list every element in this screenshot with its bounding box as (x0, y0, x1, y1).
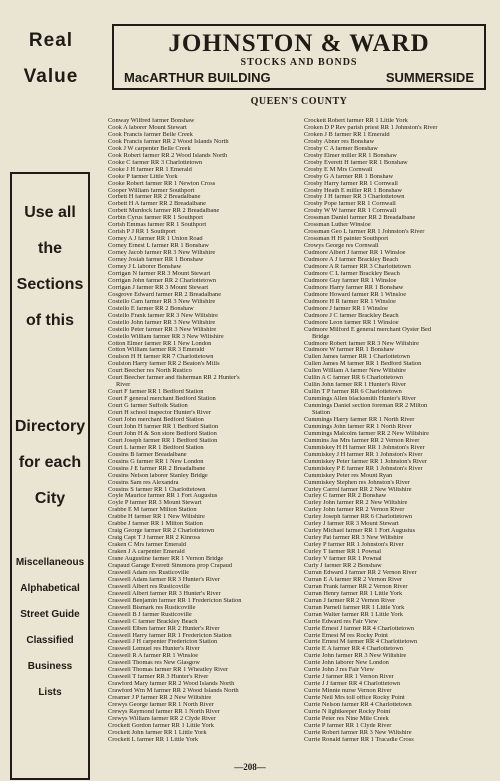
listing-entry: Crosby J H farmer RR 3 Charlottetown (304, 194, 405, 201)
banner-city: SUMMERSIDE (385, 70, 474, 85)
listing-entry: Corney A J farmer RR 1 Union Road (108, 236, 203, 243)
listing-entry: Crossman Luther Winsloe (304, 222, 371, 229)
listing-entry: Cook A laborer Mount Stewart (108, 124, 187, 131)
listing-entry: Crockett Robert farmer RR 1 Little York (304, 118, 408, 124)
listing-entry: Craswell J H carpenter Fredericton Station (108, 639, 218, 646)
listing-entry: Cummings John farmer RR 1 North River (304, 423, 412, 430)
sidebar-line: Directory (14, 418, 86, 435)
listing-entry: Corrigan J farmer RR 3 Mount Stewart (108, 284, 209, 291)
listing-entry: Curley John farmer RR 2 Vernon River (304, 507, 405, 514)
listing-entry: Cummiskey P E farmer RR 1 Johnston's River (304, 465, 423, 472)
listing-entry: Crabbe H farmer RR 1 New Wiltshire (108, 514, 205, 521)
listing-entry: Cudmore Guy farmer RR 1 Winsloe (304, 277, 397, 284)
listing-entry: Craswell Thomas res New Glasgow (108, 660, 200, 667)
listing-entry: Craswell R A farmer RR 1 Winsloe (108, 653, 199, 660)
sidebar-line: Sections (16, 276, 84, 293)
listing-entry: Croken J B farmer RR 1 Emerald (304, 131, 390, 138)
listing-entry: Cudmore C L farmer Brackley Beach (304, 270, 400, 277)
listing-entry: Currie Minnie nurse Vernon River (304, 688, 392, 695)
listing-entry: Cudmore Albert J farmer RR 1 Winsloe (304, 250, 406, 257)
listing-entry: Crosby Elmer miller RR 1 Bonshaw (304, 152, 397, 159)
listing-entry: Craig Capt T J farmer RR 2 Kinross (108, 535, 201, 542)
listing-entry: Curran E A farmer RR 2 Vernon River (304, 576, 403, 583)
listing-entry: Corney Ernest L farmer RR 1 Bonshaw (108, 243, 209, 250)
directory-column-left (108, 118, 296, 758)
listing-entry: Corbett H A farmer RR 2 Breadalbane (108, 201, 206, 208)
listing-entry: Cosgrove Edward farmer RR 2 Breadalbane (108, 291, 222, 298)
listing-entry: Court H school inspector Hunter's River (108, 410, 211, 417)
listing-entry: Curran Henry farmer RR 1 Little York (304, 590, 403, 597)
sidebar-section: Classified (26, 635, 74, 646)
listing-entry: Curley V farmer RR 1 Pownal (304, 556, 382, 563)
listing-entry: Crewys Raymond farmer RR 1 North River (108, 709, 220, 716)
listing-entry: Currie P farmer RR 1 Clyde River (304, 722, 392, 729)
listing-entry: Craswell Albert farmer RR 3 Hunter's River (108, 590, 221, 597)
listing-entry: Curley C farmer RR 2 Bonshaw (304, 493, 387, 500)
listing-entry: Currie John J res Fair View (304, 667, 374, 674)
listing-entry: Court F general merchant Bedford Station (108, 396, 216, 403)
listing-entry: Currie Ernest M res Rocky Point (304, 632, 388, 639)
listing-entry: Cotton Elmer farmer RR 1 New London (108, 340, 212, 347)
listing-entry: Crosby C A farmer Bonshaw (304, 145, 378, 152)
listing-entry: Crossman H H painter Southport (304, 236, 389, 243)
listing-entry: Court Joseph farmer RR 1 Bedford Station (108, 437, 218, 444)
banner-address-row (114, 70, 484, 86)
listing-entry: Corney Josiah farmer RR 1 Bonshaw (108, 257, 204, 264)
listing-entry: Cullin A C farmer RR 6 Charlottetown (304, 375, 404, 382)
listing-entry: Crockett Gordon farmer RR 1 Little York (108, 722, 214, 729)
listing-entry: Creamer J P farmer RR 2 New Wiltshire (108, 695, 212, 702)
listing-entry: Craswell Thomas farmer RR 1 Wheatley River (108, 667, 229, 674)
listing-entry: Currie Nelson farmer RR 4 Charlottetown (304, 702, 412, 709)
sidebar-section: Street Guide (20, 609, 80, 620)
listing-entry: Cudmore J farmer RR 1 Winsloe (304, 305, 388, 312)
sidebar-line: for each (18, 454, 82, 471)
listing-entry: Cousins B farmer Breadalbane (108, 451, 187, 458)
listing-entry: Crewys George farmer RR 1 North River (108, 702, 214, 709)
advertisement-banner (112, 24, 486, 90)
listing-entry: Cook J W carpenter Belle Creek (108, 145, 191, 152)
listing-entry: Cullen James M farmer RR 1 Bedford Station (304, 361, 422, 368)
listing-entry: Currie Ernest J farmer RR 4 Charlottetown (304, 625, 415, 632)
listing-entry: Curley Pat farmer RR 3 New Wiltshire (304, 535, 404, 542)
sidebar-section: Lists (38, 687, 62, 698)
listing-entry: Currie Edward res Fair View (304, 618, 378, 625)
listing-entry: Coulston Harry farmer RR 2 Beaton's Mills (108, 361, 220, 368)
listing-entry: Curran Frank farmer RR 2 Vernon River (304, 583, 408, 590)
listing-entry: Cullen William A farmer New Wiltshire (304, 368, 407, 375)
listing-entry: Currie Ronald farmer RR 1 Tracadie Cross (304, 736, 414, 743)
listing-entry: Currie J farmer RR 1 Vernon River (304, 674, 394, 681)
listing-entry: Currie J J farmer RR 4 Charlottetown (304, 681, 401, 688)
listing-entry: Cummiskey Stephen res Johnston's River (304, 479, 410, 486)
sidebar-line: Value (23, 66, 79, 87)
listing-entry: Cummings Malcolm farmer RR 2 New Wiltshire (304, 430, 429, 437)
listing-entry: Craswell Adam res Rusticoville (108, 569, 190, 576)
listing-entry: Corbett Murdock farmer RR 2 Breadalbane (108, 208, 220, 215)
listing-entry: Corney Jacob farmer RR 3 New Wiltshire (108, 250, 216, 257)
listing-entry: Croken D P Rev parish priest RR 1 Johnston's River (304, 124, 438, 131)
listing-entry: Craswell Elben farmer RR 2 Hunter's River (108, 625, 220, 632)
county-heading: QUEEN'S COUNTY (250, 96, 348, 107)
listing-entry: Crawford Mary farmer RR 2 Wood Islands North (108, 681, 235, 688)
directory-columns (108, 118, 492, 758)
sidebar-line: the (38, 240, 62, 257)
listing-entry: Cook Robert farmer RR 2 Wood Islands North (108, 152, 228, 159)
listing-entry: Craswell T farmer RR 3 Hunter's River (108, 674, 209, 681)
sidebar-frame (10, 172, 90, 780)
listing-entry: Cudmore Milford E general merchant Oyster Bed (304, 326, 432, 333)
listing-entry: Curley P farmer RR 1 Johnston's River (304, 542, 404, 549)
listing-entry: Costello Peter farmer RR 3 New Wiltshire (108, 326, 217, 333)
listing-entry: Cullin John farmer RR 1 Hunter's River (304, 382, 406, 389)
listing-entry: Cousins S farmer RR 1 Charlottetown (108, 486, 206, 493)
listing-entry: Cudmore W farmer RR 1 Bonshaw (304, 347, 395, 354)
listing-entry: Cudmore Howard farmer RR 1 Winsloe (304, 291, 407, 298)
listing-entry: Currie John farmer RR 3 New Wiltshire (304, 653, 407, 660)
listing-entry: Currie Peter res Nine Mile Creek (304, 715, 389, 722)
listing-entry: Curly J farmer RR 2 Bonshaw (304, 563, 382, 569)
listing-entry: Craswell Albert res Rusticoville (108, 583, 190, 590)
banner-building: MacARTHUR BUILDING (124, 70, 271, 85)
listing-entry: Cullin T P farmer RR 6 Charlottetown (304, 389, 402, 396)
listing-entry: Currie E A farmer RR 4 Charlottetown (304, 646, 404, 653)
listing-entry: Cudmore H R farmer RR 1 Winsloe (304, 298, 396, 305)
listing-entry: Crosby Abner res Bonshaw (304, 138, 375, 145)
listing-entry: Corney J L laborer Bonshaw (108, 264, 182, 271)
listing-entry: Cudmore Leon farmer RR 1 Winsloe (304, 319, 399, 326)
banner-title: JOHNSTON & WARD (168, 30, 430, 57)
listing-entry: Currie John laborer New London (304, 660, 389, 667)
listing-entry: Cousins J E farmer RR 2 Breadalbane (108, 465, 206, 472)
listing-entry: Currie Neil Mrs toll office Rocky Point (304, 695, 405, 702)
listing-entry: Cudmore Robert farmer RR 3 New Wiltshire (304, 340, 419, 347)
listing-entry: Cummiskey Peter res Mount Ryan (304, 472, 393, 479)
listing-entry: Craswell Harry farmer RR 1 Fredericton Station (108, 632, 232, 639)
listing-entry: Costello Cam farmer RR 3 New Wiltshire (108, 298, 216, 305)
sidebar-line: Use all (24, 204, 76, 221)
listing-entry: Cotton William farmer RR 3 Emerald (108, 347, 205, 354)
listing-entry: Corrigan John farmer RR 2 Charlottetown (108, 277, 217, 284)
listing-entry: Crossman Daniel farmer RR 2 Breadalbane (304, 215, 416, 222)
listing-entry: Craswell C farmer Brackley Beach (108, 618, 198, 625)
listing-entry: Currie Robert farmer RR 3 New Wiltshire (304, 729, 412, 736)
listing-entry: Court Beecher res North Rustico (108, 368, 192, 375)
sidebar-section: Miscellaneous (15, 557, 85, 568)
listing-entry: Cousins Nelson laborer Stanley Bridge (108, 472, 208, 479)
listing-entry: Crosby E M Mrs Cornwall (304, 166, 373, 173)
listing-continuation: River (116, 382, 131, 389)
listing-entry: Curran Walter farmer RR 1 Little York (304, 611, 403, 618)
listing-entry: Cummiskey J H farmer RR 1 Johnston's River (304, 451, 423, 458)
listing-entry: Cooke J H farmer RR 1 Emerald (108, 166, 192, 173)
listing-entry: Cummiskey Peter farmer RR 1 Johnston's River (304, 458, 427, 465)
listing-entry: Curley Joseph farmer RR 6 Charlottetown (304, 514, 413, 521)
listing-entry: Corrigan N farmer RR 3 Mount Stewart (108, 270, 211, 277)
listing-entry: Currie N lightkeeper Rocky Point (304, 709, 391, 716)
listing-entry: Craswell Bismark res Rusticoville (108, 604, 196, 611)
listing-entry: Crosby Everett H farmer RR 1 Bonshaw (304, 159, 408, 166)
listing-entry: Crosby Heath E miller RR 1 Bonshaw (304, 187, 402, 194)
listing-entry: Craig George farmer RR 2 Charlottetown (108, 528, 215, 535)
listing-entry: Curran J farmer RR 2 Vernon River (304, 597, 396, 604)
listing-continuation: Station (312, 410, 331, 417)
listing-entry: Coyle Maurice farmer RR 1 Fort Augustus (108, 493, 218, 500)
listing-entry: Cousins G farmer RR 1 New London (108, 458, 204, 465)
listing-continuation: Bridge (312, 333, 330, 340)
listing-entry: Cummings Allen blacksmith Hunter's River (304, 396, 416, 403)
listing-entry: Cousins Sam res Alexandra (108, 479, 179, 486)
sidebar-section: Alphabetical (20, 583, 80, 594)
listing-entry: Costello John farmer RR 3 New Wiltshire (108, 319, 216, 326)
listing-entry: Corish P J RR 1 Southport (108, 229, 176, 236)
sidebar-section: Business (27, 661, 73, 672)
listing-entry: Curran Edward J farmer RR 2 Vernon River (304, 569, 417, 576)
listing-entry: Craswell B J farmer Rusticoville (108, 611, 192, 618)
listing-entry: Court John merchant Bedford Station (108, 416, 204, 423)
listing-entry: Curley Carrol farmer RR 2 New Wiltshire (304, 486, 412, 493)
listing-entry: Cudmore A J farmer Brackley Beach (304, 257, 399, 264)
listing-entry: Corbin Cyrus farmer RR 1 Southport (108, 215, 203, 222)
sidebar-line: of this (26, 312, 74, 329)
listing-entry: Cudmore Harry farmer RR 1 Bonshaw (304, 284, 404, 291)
listing-entry: Court F farmer RR 1 Bedford Station (108, 389, 204, 396)
listing-entry: Costello William farmer RR 3 New Wiltshire (108, 333, 224, 340)
listing-entry: Corbett H farmer RR 2 Breadalbane (108, 194, 201, 201)
page-number: —208— (234, 762, 266, 772)
listing-entry: Court John H farmer RR 1 Bedford Station (108, 423, 219, 430)
listing-entry: Court L farmer RR 1 Bedford Station (108, 444, 204, 451)
listing-entry: Crosby W W farmer RR 1 Cornwall (304, 208, 397, 215)
listing-entry: Curley T farmer RR 1 Pownal (304, 549, 381, 556)
listing-entry: Costello E farmer RR 2 Bonshaw (108, 305, 194, 312)
listing-entry: Court Beecher farmer and fisherman RR 2 Hunter's (108, 375, 240, 382)
listing-entry: Curley Michael farmer RR 1 Fort Augustus (304, 528, 416, 535)
listing-entry: Court John H & Son store Bedford Station (108, 430, 217, 437)
listing-entry: Conway Wilfred farmer Bonshaw (108, 118, 195, 124)
sidebar-line: Real (28, 30, 74, 51)
listing-entry: Currie Ernest M farmer RR 4 Charlottetown (304, 639, 418, 646)
listing-entry: Crossman Geo L farmer RR 1 Johnston's River (304, 229, 425, 236)
listing-entry: Craswell Benjamin farmer RR 1 Fredericton Station (108, 597, 242, 604)
listing-entry: Crawford Wm M farmer RR 2 Wood Islands North (108, 688, 239, 695)
listing-entry: Curran Parnell farmer RR 1 Little York (304, 604, 405, 611)
listing-entry: Cook Francis farmer RR 2 Wood Islands North (108, 138, 229, 145)
listing-entry: Cooke C farmer RR 3 Charlottetown (108, 159, 203, 166)
listing-entry: Corish Emmas farmer RR 1 Southport (108, 222, 207, 229)
listing-entry: Court G farmer Suffolk Station (108, 403, 188, 410)
listing-entry: Cooper William farmer Southport (108, 187, 195, 194)
listing-entry: Craken J A carpenter Emerald (108, 549, 185, 556)
listing-entry: Crowys George res Cornwall (304, 243, 379, 250)
listing-entry: Crockett L farmer RR 1 Little York (108, 736, 199, 743)
listing-entry: Craswell Lemuel res Hunter's River (108, 646, 200, 653)
advertising-sidebar (6, 22, 96, 764)
listing-entry: Crosby Harry farmer RR 1 Cornwall (304, 180, 398, 187)
listing-entry: Cummings Daniel section foreman RR 2 Milton (304, 403, 428, 410)
listing-entry: Costello Frank farmer RR 3 New Wiltshire (108, 312, 219, 319)
listing-entry: Cummings Harry farmer RR 1 North River (304, 416, 415, 423)
listing-entry: Cullen James farmer RR 1 Charlottetown (304, 354, 410, 361)
listing-entry: Cudmore J C farmer Brackley Beach (304, 312, 399, 319)
sidebar-line: City (34, 490, 66, 507)
listing-entry: Curley John farmer RR 2 New Wiltshire (304, 500, 408, 507)
listing-entry: Crewys William farmer RR 2 Clyde River (108, 715, 216, 722)
banner-subtitle: STOCKS AND BONDS (240, 57, 358, 68)
listing-entry: Crane Augustine farmer RR 1 Vernon Bridge (108, 556, 224, 563)
listing-entry: Curley J farmer RR 3 Mount Stewart (304, 521, 399, 528)
listing-entry: Coulson H H farmer RR 7 Charlottetown (108, 354, 214, 361)
listing-entry: Crockett John farmer RR 1 Little York (108, 729, 207, 736)
listing-entry: Cooke Robert farmer RR 1 Newton Cross (108, 180, 216, 187)
listing-entry: Cummins Jas Mrs farmer RR 2 Vernon River (304, 437, 420, 444)
listing-entry: Crosby Pope farmer RR 1 Cornwall (304, 201, 396, 208)
directory-column-right (304, 118, 492, 758)
listing-entry: Cudmore A R farmer RR 3 Charlottetown (304, 264, 411, 271)
listing-entry: Crabbe E M farmer Milton Station (108, 507, 197, 514)
listing-entry: Crabbe J farmer RR 1 Milton Station (108, 521, 203, 528)
listing-entry: Craswell Adam farmer RR 3 Hunter's River (108, 576, 220, 583)
listing-entry: Cummiskey H H farmer RR 1 Johnston's River (304, 444, 425, 451)
listing-entry: Crapaud Garage Everett Simmons prop Crapaud (108, 563, 233, 569)
listing-entry: Coyle P farmer RR 3 Mount Stewart (108, 500, 202, 507)
listing-entry: Craken C Mrs farmer Emerald (108, 542, 187, 549)
listing-entry: Crosby G A farmer RR 1 Bonshaw (304, 173, 394, 180)
listing-entry: Cook Francis farmer Belle Creek (108, 131, 193, 138)
listing-entry: Cooke P farmer Little York (108, 173, 178, 180)
